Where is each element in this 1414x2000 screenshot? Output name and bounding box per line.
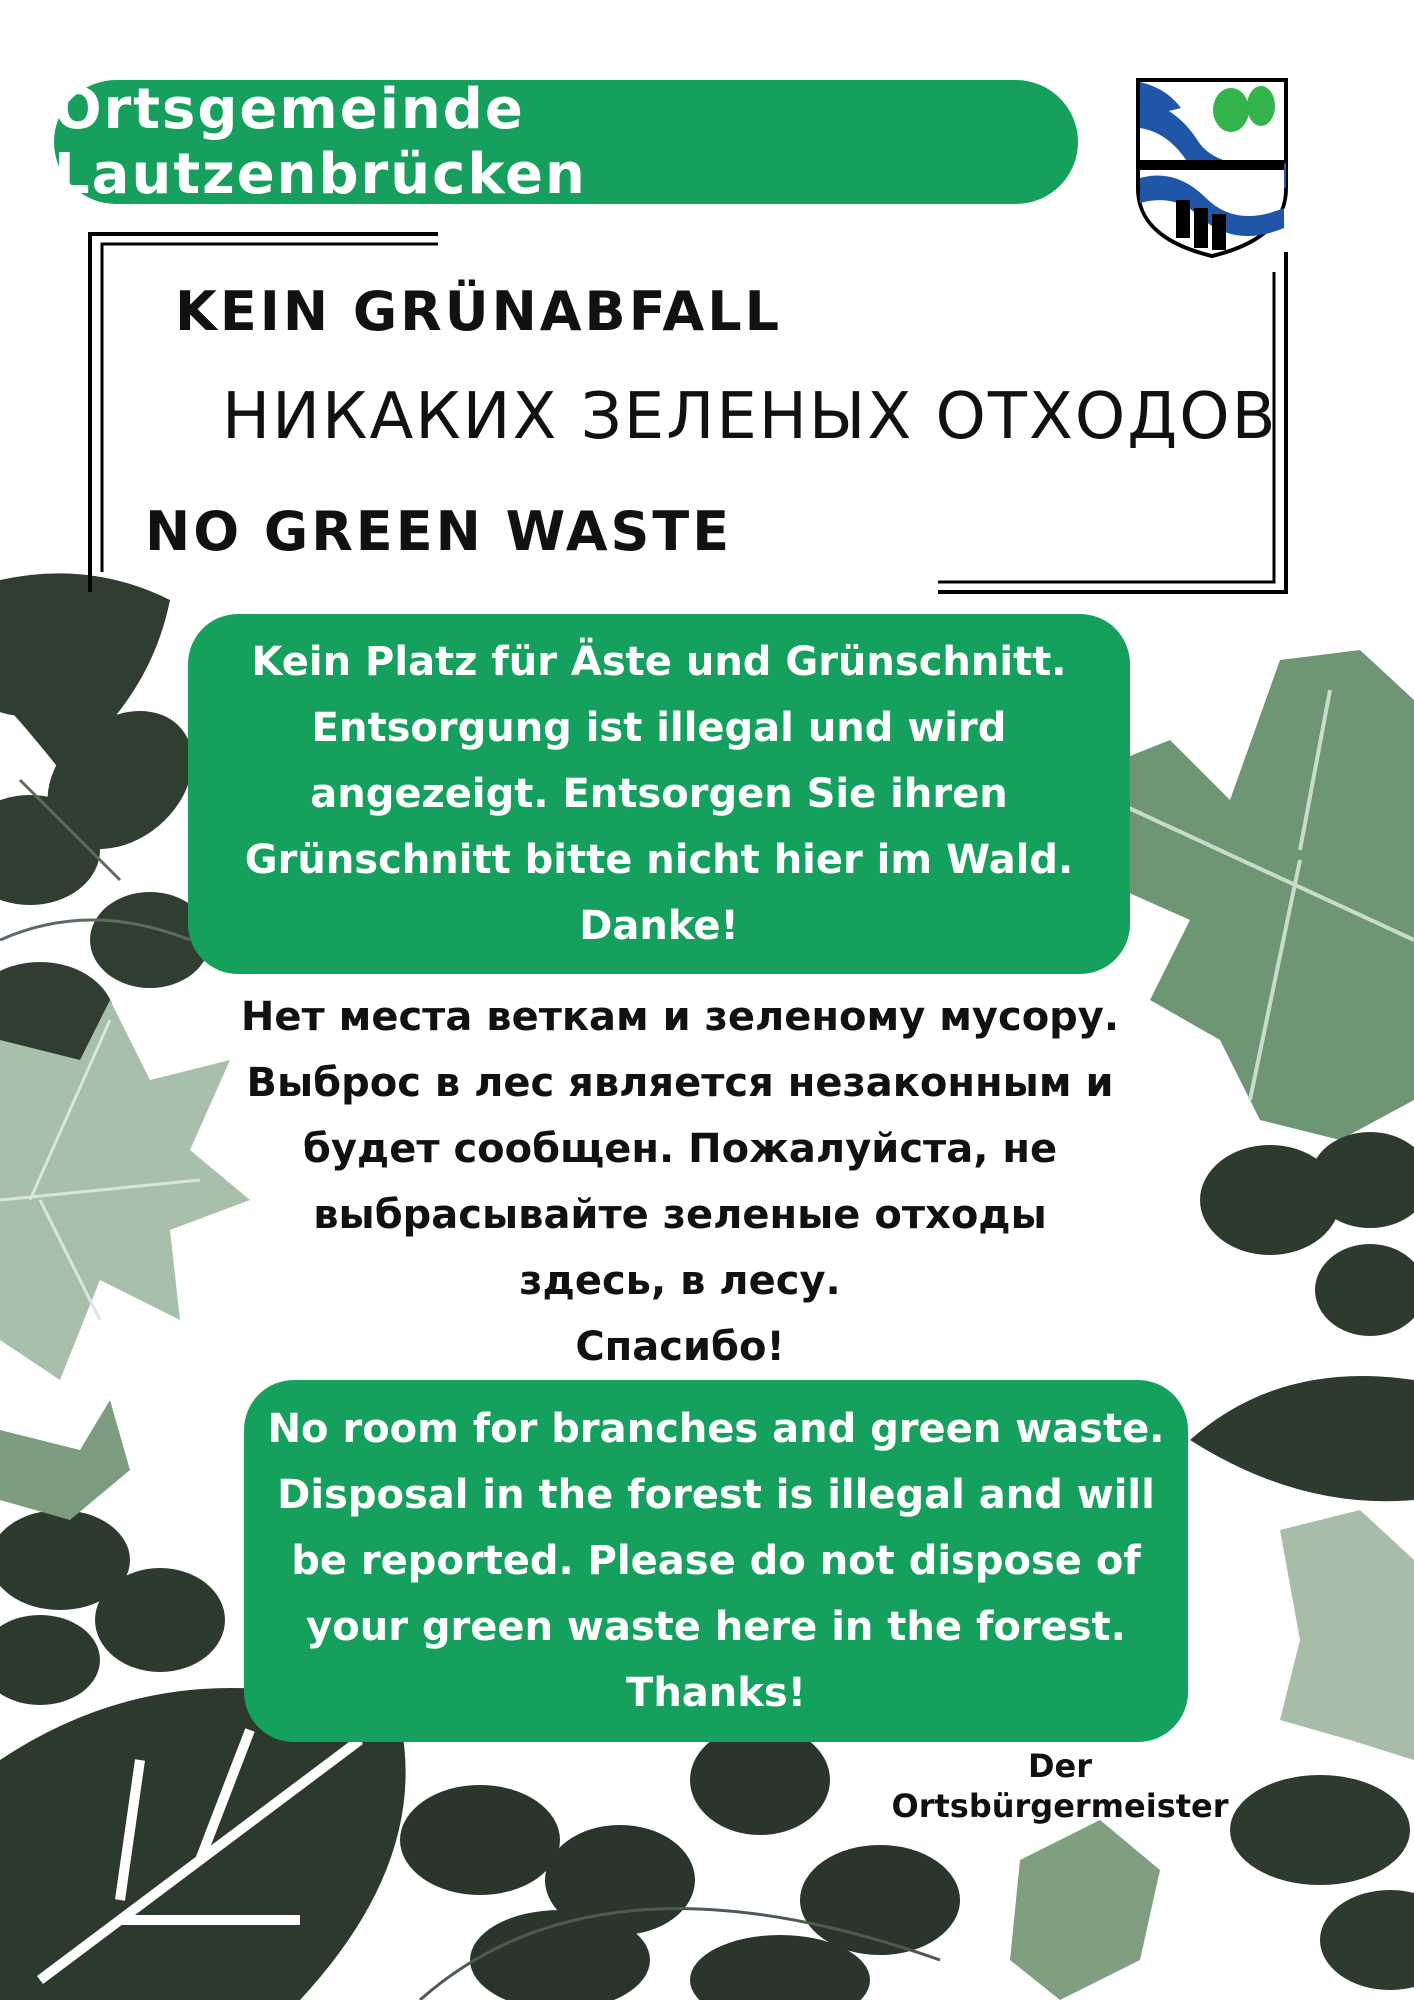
coat-of-arms-icon — [1136, 78, 1288, 258]
notice-german-line: Danke! — [579, 903, 739, 949]
notice-german-line: Kein Platz für Äste und Grünschnitt. — [251, 639, 1067, 685]
signature-line: Ortsbürgermeister — [891, 1787, 1229, 1825]
title-german: KEIN GRÜNABFALL — [175, 280, 783, 343]
notice-russian — [170, 984, 1190, 1380]
notice-russian-line: будет сообщен. Пожалуйста, не — [302, 1126, 1058, 1172]
leaf-maple-right-bottom — [1280, 1510, 1414, 1760]
notice-english-line: be reported. Please do not dispose of — [291, 1538, 1141, 1584]
notice-english-line: Thanks! — [626, 1670, 806, 1716]
notice-english-line: your green waste here in the forest. — [306, 1604, 1126, 1650]
notice-german-line: angezeigt. Entsorgen Sie ihren — [310, 771, 1008, 817]
notice-german-line: Entsorgung ist illegal und wird — [311, 705, 1007, 751]
title-english: NO GREEN WASTE — [145, 500, 733, 563]
signature-line: Der — [1027, 1747, 1093, 1785]
title-russian: НИКАКИХ ЗЕЛЕНЫХ ОТХОДОВ — [222, 380, 1278, 454]
signature — [860, 1746, 1260, 1826]
notice-russian-line: Нет места веткам и зеленому мусору. — [240, 994, 1120, 1040]
municipality-header: Ortsgemeinde Lautzenbrücken — [54, 80, 1078, 204]
notice-russian-line: Выброс в лес является незаконным и — [246, 1060, 1114, 1106]
notice-russian-line: выбрасывайте зеленые отходы — [313, 1192, 1047, 1238]
notice-russian-line: здесь, в лесу. — [519, 1258, 841, 1304]
leaf-cluster-right-mid — [1190, 1132, 1414, 1501]
notice-german — [188, 614, 1130, 974]
notice-german-line: Grünschnitt bitte nicht hier im Wald. — [244, 837, 1074, 883]
notice-english — [244, 1380, 1188, 1742]
leaf-cluster-left-bottom — [0, 1510, 225, 1705]
notice-russian-line: Спасибо! — [575, 1324, 785, 1370]
notice-english-line: No room for branches and green waste. — [267, 1406, 1165, 1452]
notice-english-line: Disposal in the forest is illegal and will — [277, 1472, 1155, 1518]
